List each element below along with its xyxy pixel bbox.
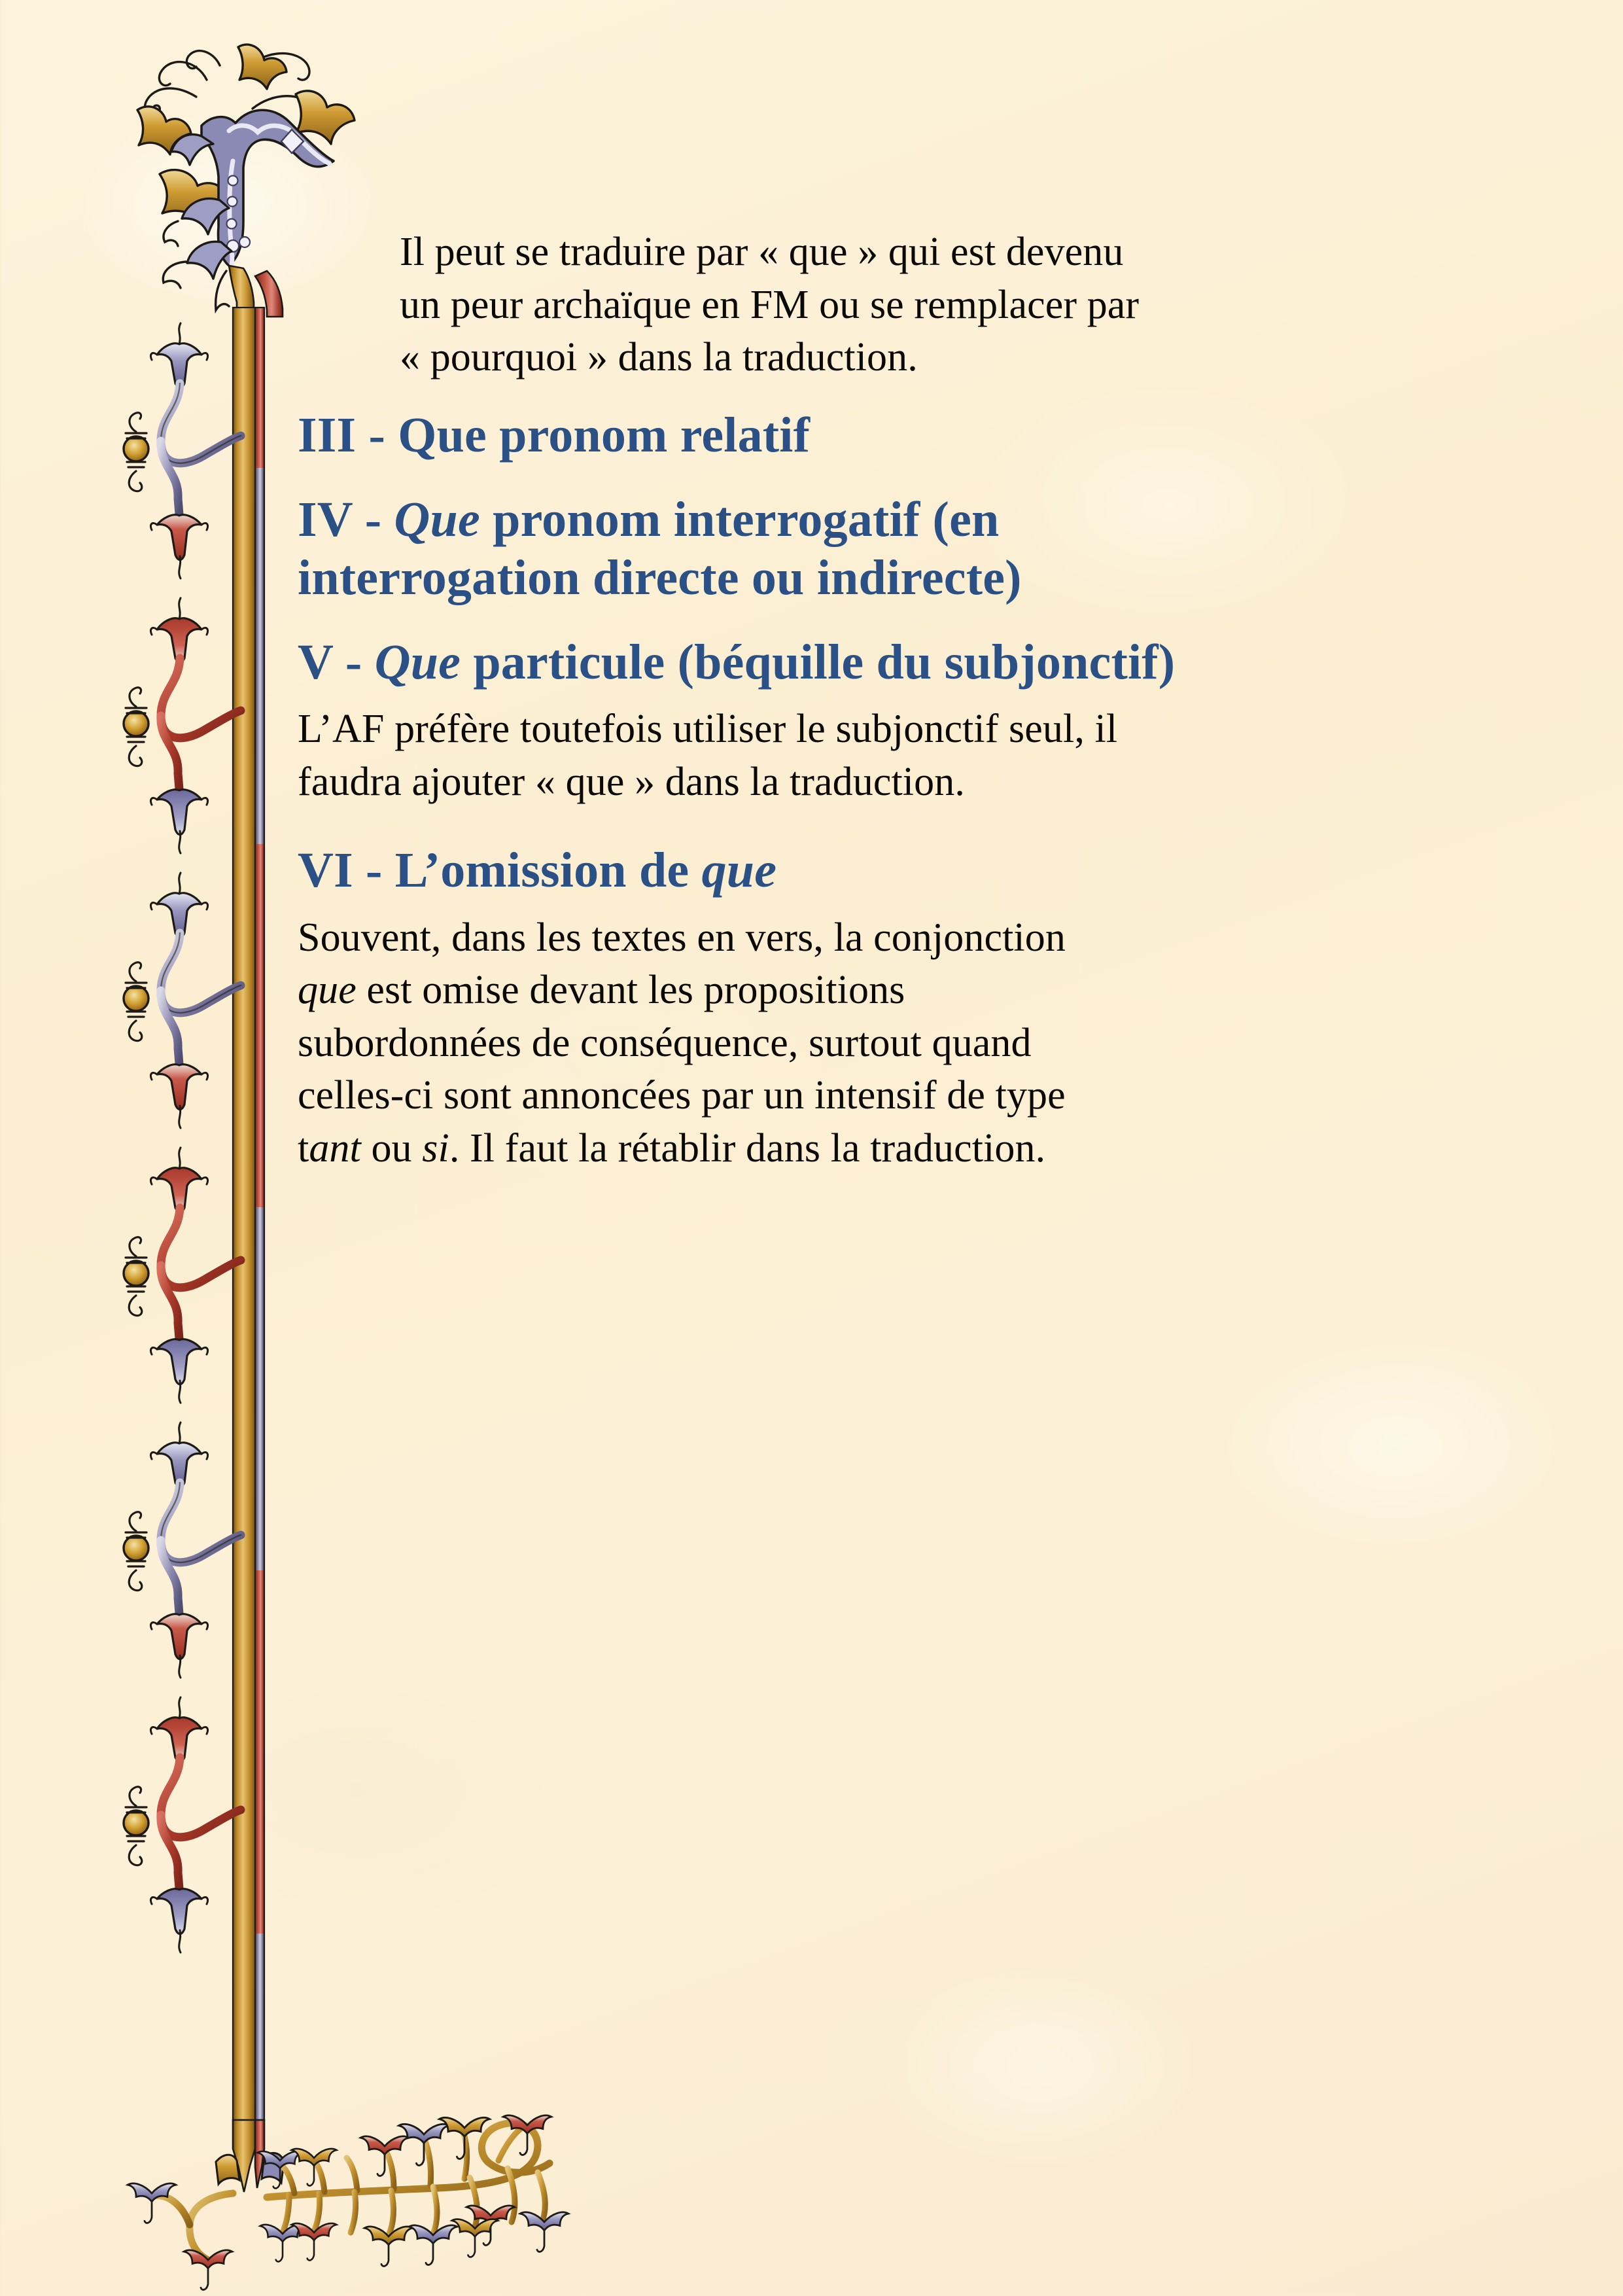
intro-paragraph [400, 226, 1534, 384]
border-motif-5 [124, 1422, 241, 1678]
heading-3-title: Que pronom relatif [398, 407, 811, 463]
heading-section-5 [298, 633, 1534, 692]
heading-4-italic-que: Que [394, 491, 480, 547]
intro-line-1: Il peut se traduire par « que » qui est devenu [400, 230, 1124, 274]
section-5-paragraph [298, 703, 1534, 808]
section-6-line-5-end: . Il faut la rétablir dans la traduction. [449, 1125, 1046, 1171]
intro-line-3: « pourquoi » dans la traduction. [400, 335, 918, 380]
intro-line-2: un peur archaïque en FM ou se remplacer par [400, 282, 1140, 327]
section-6-italic-que: que [298, 968, 357, 1013]
heading-5-number: V - [298, 634, 375, 690]
heading-6-title: L’omission de [394, 842, 702, 898]
heading-section-6 [298, 841, 1534, 900]
section-6-line-5-t: t [298, 1125, 309, 1171]
section-6-body-line-4: celles-ci sont annoncées par un intensif de type [298, 1073, 1066, 1118]
heading-6-number: VI - [298, 842, 395, 898]
border-motif-3 [124, 873, 241, 1128]
border-motif-4 [124, 1148, 241, 1403]
heading-section-4 [298, 491, 1534, 607]
heading-section-3 [298, 406, 1534, 465]
section-5-body-line-2: faudra ajouter « que » dans la traduction. [298, 760, 965, 804]
border-motif-1 [124, 323, 241, 578]
border-motif-2 [124, 598, 241, 853]
border-vertical-shaft [233, 308, 264, 2120]
heading-3-number: III - [298, 407, 398, 463]
text-column [298, 226, 1534, 1174]
section-6-italic-si: si [422, 1125, 449, 1171]
heading-5-rest: particule (béquille du subjonctif) [461, 634, 1176, 690]
section-6-body-line-2: est omise devant les propositions [356, 968, 905, 1013]
heading-4-rest: pronom interrogatif (en [480, 491, 1000, 547]
section-6-italic-ant: ant [309, 1125, 361, 1171]
section-5-body-line-1: L’AF préfère toutefois utiliser le subjonctif seul, il [298, 707, 1118, 752]
heading-4-number: IV - [298, 491, 394, 547]
border-bottom-vine-scroll [128, 2115, 568, 2289]
section-6-body-line-3: subordonnées de conséquence, surtout quand [298, 1020, 1032, 1065]
section-6-body-line-1: Souvent, dans les textes en vers, la conjonction [298, 915, 1066, 960]
section-6-paragraph [298, 911, 1534, 1175]
heading-4-line-2: interrogation directe ou indirecte) [298, 550, 1022, 605]
section-6-line-5-ou: ou [360, 1125, 423, 1171]
heading-5-italic-que: Que [374, 634, 461, 690]
border-motif-6 [124, 1697, 241, 1952]
heading-6-italic-que: que [701, 842, 777, 898]
